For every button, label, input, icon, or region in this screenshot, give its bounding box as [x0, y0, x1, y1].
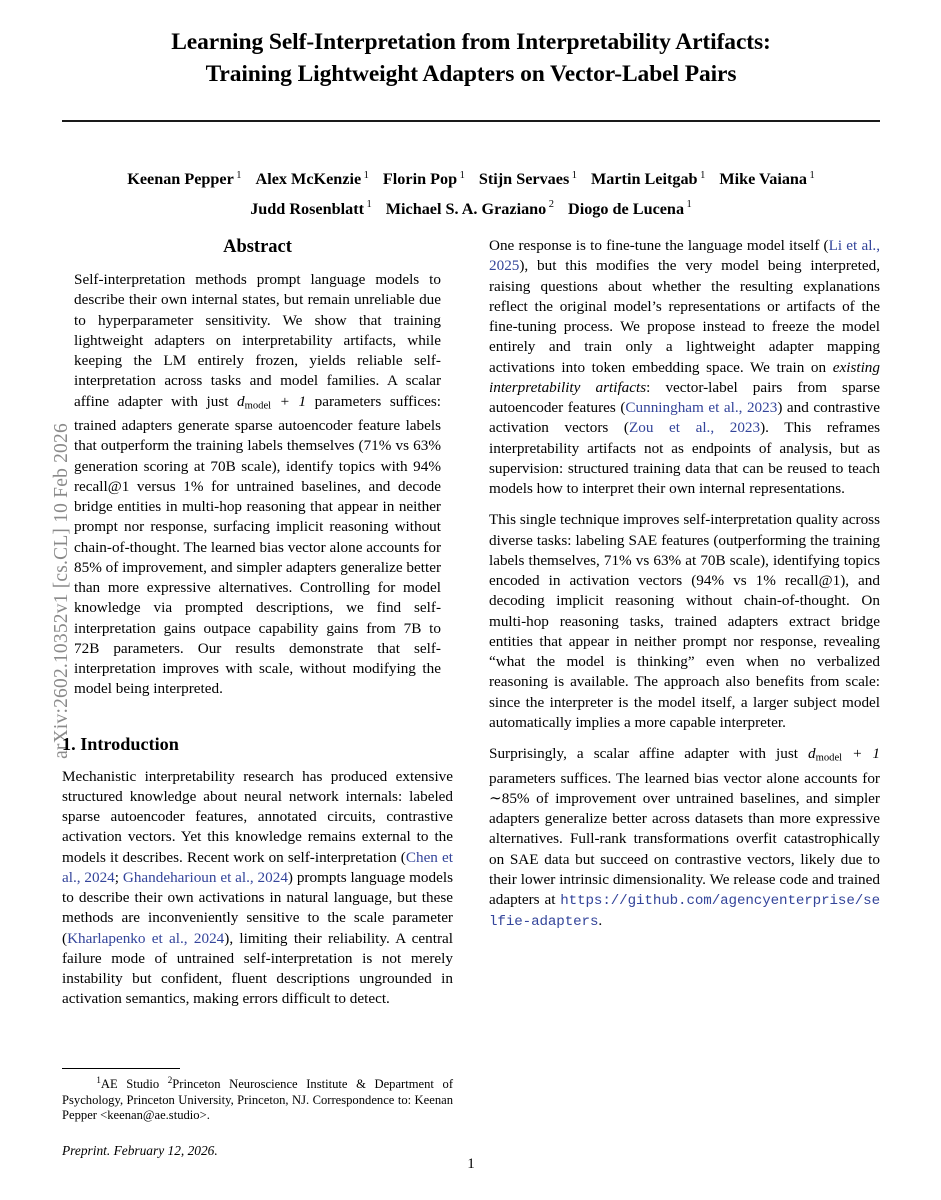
- intro-paragraph-1: [62, 767, 453, 1010]
- intro-p2-text-c: : vector-label pairs from sparse autoencoder features (: [489, 378, 880, 416]
- footnote-marker-1: 1: [96, 1075, 101, 1085]
- citation-ghandeharioun-2024[interactable]: Ghandeharioun et al., 2024: [122, 868, 288, 886]
- author-entry: [383, 170, 465, 188]
- author-affiliation-marker: 1: [686, 199, 692, 211]
- affiliation-footnote: [62, 1073, 453, 1123]
- author-entry: [719, 170, 814, 188]
- arxiv-stamp: arXiv:2602.10352v1 [cs.CL] 10 Feb 2026: [51, 423, 72, 759]
- intro-p4-text-a: Surprisingly, a scalar affine adapter with just: [489, 745, 809, 762]
- author-name: Michael S. A. Graziano: [385, 199, 547, 218]
- d-model-subscript: model: [244, 399, 272, 411]
- author-name: Judd Rosenblatt: [250, 199, 364, 218]
- citation-zou-2023[interactable]: Zou et al., 2023: [628, 419, 761, 437]
- intro-paragraph-2: [489, 236, 880, 499]
- footnote-block: [62, 1068, 453, 1159]
- author-entry: [250, 200, 372, 218]
- author-name: Martin Leitgab: [591, 170, 698, 189]
- author-list: [62, 163, 880, 222]
- intro-p4-text-c: .: [598, 912, 603, 930]
- intro-p2-text-a: One response is to fine-tune the language model itself (: [489, 237, 829, 254]
- author-entry: [256, 170, 369, 188]
- author-entry: [386, 200, 554, 218]
- author-name: Diogo de Lucena: [568, 199, 685, 218]
- author-entry: [568, 200, 692, 218]
- citation-kharlapenko-2024[interactable]: Kharlapenko et al., 2024: [67, 929, 225, 947]
- author-name: Stijn Servaes: [478, 170, 570, 189]
- intro-p1-text-a: Mechanistic interpretability research has produced extensive structured knowledge about neural network internals: labeled sparse autoencoder features, annotated circuits, contrastive activation vectors. Yet this knowledge remains external to the models it describes. Recent work on self-interpretation (: [62, 767, 453, 866]
- author-name: Florin Pop: [382, 170, 458, 189]
- author-affiliation-marker: 1: [366, 199, 372, 211]
- intro-p1-text-c: ), limiting their reliability. A central failure mode of untrained self-interpretation is not merely instability but confident, fluent descriptions ungrounded in activation semantics, making errors difficult to detect.: [62, 929, 453, 1008]
- footnote-marker-2: 2: [167, 1075, 173, 1085]
- author-entry: [479, 170, 577, 188]
- d-model-tail: + 1: [842, 745, 881, 762]
- citation-cunningham-2023[interactable]: Cunningham et al., 2023: [625, 399, 778, 416]
- author-affiliation-marker: 1: [363, 170, 369, 181]
- page-number: 1: [467, 1156, 475, 1172]
- d-model-subscript: model: [815, 752, 843, 764]
- paper-page: [62, 0, 880, 1200]
- author-affiliation-marker: 1: [809, 170, 815, 181]
- title-block: [62, 0, 880, 122]
- intro-p2-text-d: ) and contrastive activation vectors (: [489, 399, 880, 437]
- author-entry: [127, 170, 241, 188]
- author-affiliation-marker: 1: [459, 170, 465, 181]
- title-line-2: Training Lightweight Adapters on Vector-Label Pairs: [205, 61, 737, 87]
- author-name: Keenan Pepper: [127, 170, 234, 189]
- emphasis-existing-artifacts: existing interpretability artifacts: [489, 358, 880, 396]
- author-affiliation-marker: 1: [236, 170, 242, 181]
- intro-p2-text-e: ). This reframes interpretability artifacts not as endpoints of analysis, but as supervision: structured training data that can be reused to teach models how to interpret their own internal representations.: [489, 419, 881, 497]
- abstract-heading: Abstract: [223, 237, 292, 257]
- d-model-base: d: [808, 745, 816, 762]
- page-title: [62, 26, 880, 90]
- author-name: Alex McKenzie: [255, 170, 362, 189]
- right-column: [489, 236, 880, 933]
- citation-li-2025[interactable]: Li et al., 2025: [489, 237, 881, 275]
- intro-p1-text-b: ) prompts language models to describe their own activations in natural language, but these methods are inconveniently sensitive to the scale parameter (: [62, 868, 453, 947]
- author-name: Mike Vaiana: [719, 170, 808, 189]
- author-affiliation-marker: 1: [571, 170, 577, 181]
- affiliation-1: AE Studio: [100, 1077, 168, 1092]
- abstract-part-2: parameters suffices: trained adapters generate sparse autoencoder feature labels that outperform the training labels themselves (71% vs 63% generation scoring at 70B scale), identify topics with 94% recall@1 versus 1% for untrained baselines, and decode bridge entities in multi-hop reasoning that appear in neither prompt nor response, surfacing implicit reasoning without chain-of-thought. The learned bias vector alone accounts for 85% of improvement, and simpler adapters generalize better than more expressive alternatives. Controlling for model knowledge via prompted descriptions, we find self-interpretation gains outpace capability gains from 7B to 72B parameters. Our results demonstrate that self-interpretation improves with scale, without modifying the model being interpreted.: [74, 392, 441, 698]
- d-model-symbol: [808, 745, 880, 762]
- intro-p2-text-b: ), but this modifies the very model being interpreted, raising questions about whether the resulting explanations reflect the original model’s representations or artifacts of the fine-tuning process. We propose instead to freeze the model entirely and train only a lightweight adapter mapping activations into token embedding space. We train on: [489, 257, 880, 376]
- citation-separator: ;: [114, 868, 123, 886]
- d-model-base: d: [237, 392, 245, 410]
- two-column-body: [62, 236, 880, 1166]
- title-line-1: Learning Self-Interpretation from Interpretability Artifacts:: [171, 29, 771, 55]
- affiliation-2: Princeton Neuroscience Institute & Department of Psychology, Princeton University, Princeton, NJ. Correspondence to: Keenan Pepper <keenan@ae.studio>.: [62, 1077, 454, 1122]
- author-affiliation-marker: 1: [700, 170, 706, 181]
- intro-paragraph-4: [489, 744, 880, 933]
- author-affiliation-marker: 2: [548, 199, 555, 211]
- left-column: [62, 236, 453, 1021]
- intro-paragraph-3: This single technique improves self-interpretation quality across diverse tasks: labeling SAE features (outperforming the training labels themselves, 71% vs 63% at 70B scale), identifying topics encoded in activation vectors (94% vs 1% recall@1), and decoding implicit reasoning without chain-of-thought. On multi-hop reasoning tasks, trained adapters extract bridge entities that appear in neither prompt nor response, revealing “what the model is thinking” even when no verbalized reasoning is available. The approach also benefits from scale: since the interpreter is the model itself, a larger subject model automatically implies a more capable interpreter.: [489, 511, 880, 731]
- preprint-notice: Preprint. February 12, 2026.: [62, 1143, 218, 1159]
- abstract-part-1: Self-interpretation methods prompt language models to describe their own internal states, but remain unreliable due to hyperparameter sensitivity. We show that training lightweight adapters on interpretability artifacts, while keeping the LM entirely frozen, yields reliable self-interpretation across tasks and model families. A scalar affine adapter with just: [74, 271, 441, 410]
- author-entry: [591, 170, 705, 188]
- introduction-heading: 1. Introduction: [62, 733, 179, 754]
- title-divider: [62, 120, 880, 122]
- d-model-symbol: [237, 393, 306, 410]
- github-repo-link[interactable]: https://github.com/agencyenterprise/selfie-adapters: [489, 893, 880, 931]
- d-model-tail: + 1: [271, 392, 307, 410]
- citation-chen-2024[interactable]: Chen et al., 2024: [62, 848, 453, 886]
- footnote-divider: [62, 1068, 180, 1069]
- intro-p4-text-b: parameters suffices. The learned bias vector alone accounts for ∼85% of improvement over untrained baselines, and simpler adapters generalize better across datasets than more expressive alternatives. Full-rank transformations overfit catastrophically on SAE data but succeed on contrastive vectors, likely due to their lower intrinsic dimensionality. We release code and trained adapters at: [489, 769, 880, 909]
- abstract-text: [62, 270, 453, 700]
